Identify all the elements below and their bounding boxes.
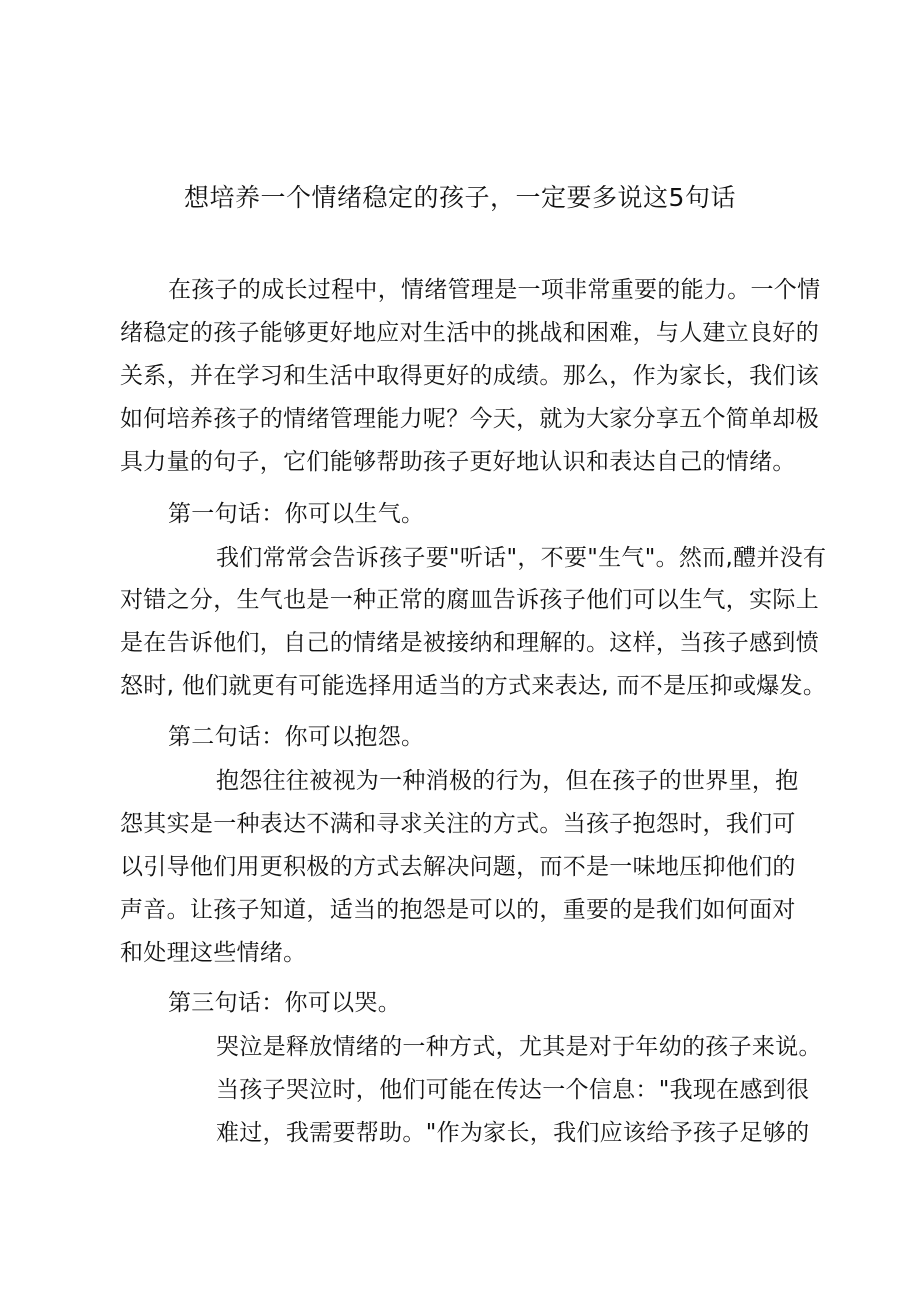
section-heading: 第三句话：你可以哭。 bbox=[168, 990, 401, 1016]
section-heading: 第二句话：你可以抱怨。 bbox=[168, 724, 425, 750]
paragraph-line: 如何培养孩子的情绪管理能力呢？今天，就为大家分享五个简单却极 bbox=[120, 406, 819, 432]
document-title: 想培养一个情绪稳定的孩子，一定要多说这5句话 bbox=[184, 183, 736, 212]
paragraph-line: 哭泣是释放情绪的一种方式，尤其是对于年幼的孩子来说。 bbox=[216, 1034, 822, 1060]
section-heading: 第一句话：你可以生气。 bbox=[168, 501, 425, 527]
paragraph-line: 绪稳定的孩子能够更好地应对生活中的挑战和困难，与人建立良好的 bbox=[120, 320, 819, 346]
paragraph-line: 难过，我需要帮助。"作为家长，我们应该给予孩子足够的 bbox=[216, 1120, 810, 1146]
paragraph-line: 我们常常会告诉孩子要"听话"，不要"生气"。然而,醴并没有 bbox=[216, 545, 827, 571]
paragraph-line: 抱怨往往被视为一种消极的行为，但在孩子的世界里，抱 bbox=[216, 768, 799, 794]
paragraph-line: 怨其实是一种表达不满和寻求关注的方式。当孩子抱怨时，我们可 bbox=[120, 811, 796, 837]
paragraph-line: 怒时, 他们就更有可能选择用适当的方式来表达, 而不是压抑或爆发。 bbox=[120, 673, 827, 699]
paragraph-line: 和处理这些情绪。 bbox=[120, 940, 307, 966]
paragraph-line: 声音。让孩子知道，适当的抱怨是可以的，重要的是我们如何面对 bbox=[120, 897, 796, 923]
paragraph-line: 具力量的句子，它们能够帮助孩子更好地认识和表达自己的情绪。 bbox=[120, 449, 796, 475]
paragraph-line: 在孩子的成长过程中，情绪管理是一项非常重要的能力。一个情 bbox=[168, 277, 821, 303]
paragraph-line: 当孩子哭泣时，他们可能在传达一个信息："我现在感到很 bbox=[216, 1077, 810, 1103]
paragraph-line: 以引导他们用更积极的方式去解决问题，而不是一味地压抑他们的 bbox=[120, 854, 796, 880]
paragraph-line: 关系，并在学习和生活中取得更好的成绩。那么，作为家长，我们该 bbox=[120, 363, 819, 389]
paragraph-line: 对错之分，生气也是一种正常的腐皿告诉孩子他们可以生气，实际上 bbox=[120, 587, 819, 613]
paragraph-line: 是在告诉他们，自己的情绪是被接纳和理解的。这样，当孩子感到愤 bbox=[120, 630, 819, 656]
